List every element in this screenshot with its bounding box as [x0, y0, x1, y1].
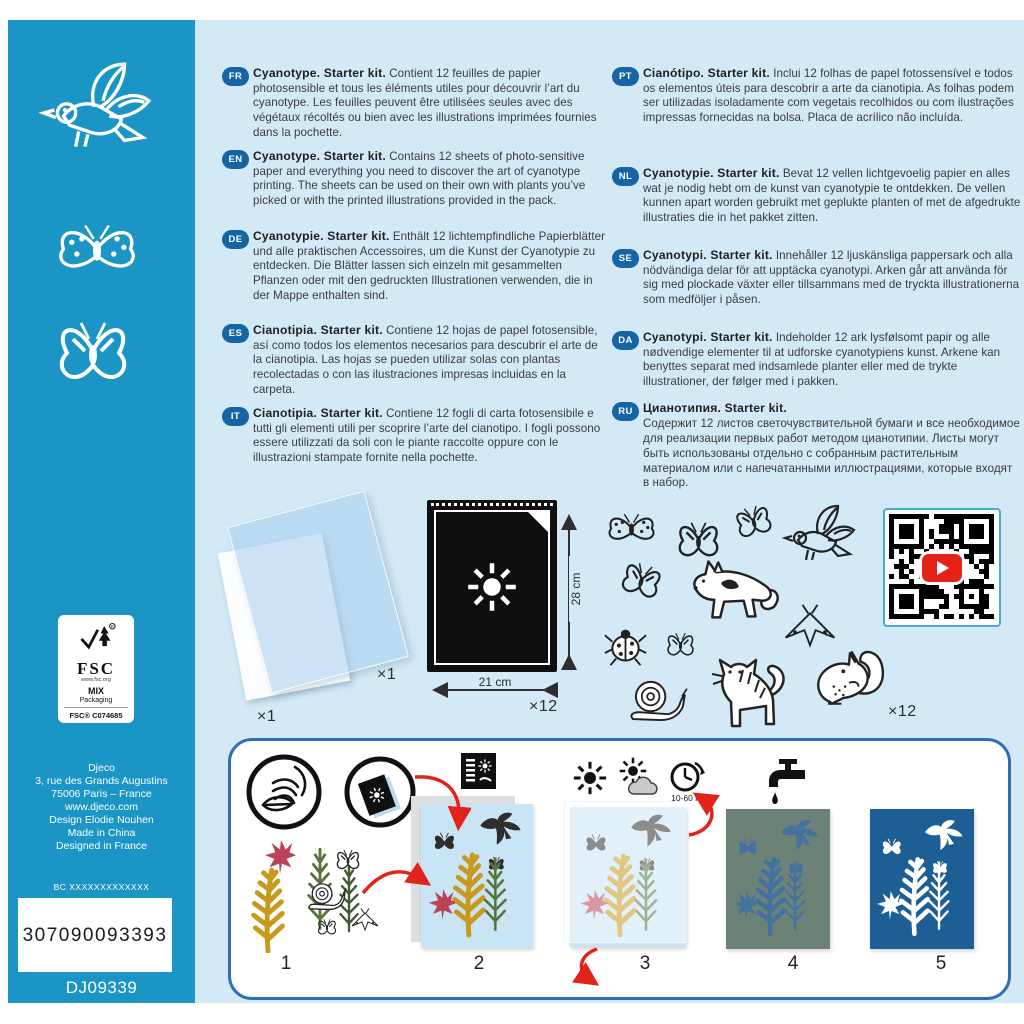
lang-block-es	[222, 323, 609, 398]
publisher-address	[8, 762, 195, 853]
squirrel-sticker	[807, 637, 891, 719]
lang-badge-fr: FR	[222, 67, 249, 86]
lang-text-de: Cyanotypie. Starter kit. Enthält 12 lichtempfindliche Papierblätter und alle praktischen Accessoires, um die Kunst der Cyanotypie zu entdecken. Die Blätter lassen sich einzeln mit gesammelten Pflanzen oder mit den gedruckten Illustrationen verwenden, die in der Mappe enthalten sind.	[253, 229, 606, 302]
lang-badge-ru: RU	[612, 402, 639, 421]
sun-cloud-icon	[617, 757, 663, 799]
instructions-panel	[228, 738, 1011, 1000]
address-line: 75006 Paris – France	[51, 788, 152, 800]
address-line: www.djeco.com	[65, 801, 138, 813]
barcode-box	[18, 898, 172, 972]
open-envelope-icon	[343, 755, 417, 829]
lang-badge-es: ES	[222, 324, 249, 343]
acetate-overlay	[564, 801, 686, 943]
lang-text-es: Cianotipia. Starter kit. Contiene 12 hojas de papel fotosensible, así como todos los elementos necesarios para descubrir el arte de la cianotipia. Las hojas se pueden utilizar solas con plantas recolectadas o con las ilustraciones impresas incluidas en la carpeta.	[253, 323, 598, 396]
lang-block-it	[222, 406, 609, 466]
red-arrow	[409, 769, 471, 831]
address-line: Made in China	[67, 827, 136, 839]
height-dimension-label: 28 cm	[569, 556, 583, 622]
printed-illustrations-cluster	[597, 502, 897, 752]
width-dimension-label: 21 cm	[463, 675, 527, 689]
ladybug-sticker	[603, 623, 648, 668]
sidebar-panel	[8, 20, 195, 1003]
sun-icon	[467, 562, 517, 612]
illustrations-qty: ×12	[888, 703, 917, 720]
red-arrow	[359, 861, 431, 903]
bird-illustration	[33, 52, 155, 174]
lang-block-da	[612, 330, 1021, 390]
address-line: Designed in France	[55, 840, 148, 852]
cat-sticker	[710, 640, 790, 732]
red-flip-arrow	[679, 791, 721, 839]
butterfly-sticker	[728, 498, 780, 547]
youtube-play-icon	[922, 554, 962, 582]
envelope-qty: ×12	[529, 698, 558, 715]
butterfly-illustration	[48, 315, 138, 395]
step-number-4: 4	[787, 953, 799, 974]
composition-step4-rinsing	[726, 809, 830, 949]
item-reference: DJ09339	[65, 978, 138, 997]
fsc-license: FSC® C074685	[64, 707, 128, 720]
folded-corner	[528, 512, 548, 532]
moth-sticker	[612, 554, 670, 610]
lang-block-de	[222, 229, 609, 304]
lang-block-pt	[612, 66, 1021, 126]
butterfly-sticker-small	[315, 917, 339, 939]
composition-step5-final-print	[870, 809, 974, 949]
fsc-tree-check-icon	[76, 621, 116, 655]
lang-badge-pt: PT	[612, 67, 639, 86]
qr-code	[883, 508, 1001, 627]
photosensitive-paper-envelope	[427, 500, 557, 672]
snail-sticker-small	[305, 879, 347, 911]
lang-text-pt: Cianótipo. Starter kit. Inclui 12 folhas de papel fotossensível e todos os elementos úteis para descobrir a arte da cianotipia. As folhas podem ser utilizadas isoladamente com vegetais recolhidos ou com ilustrações impressas fornecidas na bolsa. Placa de acrílico não incluída.	[643, 66, 1014, 125]
step-number-2: 2	[473, 953, 485, 974]
fsc-certification-card	[58, 615, 134, 723]
lang-block-se	[612, 248, 1021, 308]
exposure-time-label: 10-60 min	[671, 793, 709, 803]
fsc-grade: MIX	[87, 686, 104, 696]
moth-illustration	[50, 218, 144, 280]
lang-text-ru: Цианотипия. Starter kit. Содержит 12 листов светочувствительной бумаги и все необходимое для реализации первых работ методом цианотипии. Листы могут быть использованы отдельно с собранным растительным материалом или с напечатанными иллюстрациями, которые входят в набор.	[643, 401, 1020, 490]
fsc-name: FSC	[76, 659, 116, 678]
rinse-tap-icon	[765, 759, 809, 809]
lang-block-ru	[612, 401, 1021, 491]
sun-exposure-icon	[573, 761, 607, 795]
lang-badge-en: EN	[222, 150, 249, 169]
small-butterfly-sticker	[663, 630, 698, 662]
perforation-dots	[431, 503, 553, 506]
address-line: Design Elodie Nouhen	[49, 814, 154, 826]
barcode-caption: BC XXXXXXXXXXXXX	[53, 882, 150, 892]
barcode-number: 307090093393	[22, 925, 168, 946]
lang-text-da: Cyanotypi. Starter kit. Indeholder 12 ark lysfølsomt papir og alle nødvendige elementer til at udforske cyanotypiens kunst. Arkene kan benyttes separat med indsamlede planter eller med de trykte illustrationer, der følger med i pakken.	[643, 330, 1001, 389]
bird-sticker	[778, 502, 858, 574]
lang-text-fr: Cyanotype. Starter kit. Contient 12 feuilles de papier photosensible et tous les éléments utiles pour découvrir l’art du cyanotype. Les feuilles peuvent être utilisées seules avec des végétaux récoltés ou bien avec les illustrations imprimées fournies dans la pochette.	[253, 66, 597, 139]
acetate-qty: ×1	[377, 666, 397, 683]
lang-badge-de: DE	[222, 230, 249, 249]
lang-text-se: Cyanotypi. Starter kit. Innehåller 12 ljuskänsliga pappersark och alla nödvändiga delar för att upptäcka cyanotypi. Arken går att använda för sig med plockade växter eller tillsammans med de tryckta illustrationerna som medföljer i påsen.	[643, 248, 1020, 307]
address-line: Djeco	[88, 762, 115, 774]
fsc-scope: Packaging	[79, 697, 113, 704]
spotted-butterfly-sticker	[603, 510, 660, 547]
lang-text-en: Cyanotype. Starter kit. Contains 12 sheets of photo-sensitive paper and everything you need to discover the art of cyanotype printing. The sheets can be used on their own with plants you’ve picked or with the printed illustrations provided in the pack.	[253, 149, 586, 208]
lang-text-it: Cianotipia. Starter kit. Contiene 12 fogli di carta fotosensibile e tutti gli elementi utili per scoprire l’arte del cianotipo. I fogli possono essere utilizzati da soli con le piante raccolte oppure con le illustrazioni stampate fornite nella pochette.	[253, 406, 601, 465]
lang-badge-nl: NL	[612, 167, 639, 186]
address-line: 3, rue des Grands Augustins	[35, 775, 168, 787]
lang-badge-se: SE	[612, 249, 639, 268]
pick-leaves-icon	[245, 753, 323, 831]
timer-icon	[669, 757, 709, 795]
step-number-1: 1	[280, 953, 292, 974]
lang-block-nl	[612, 166, 1021, 226]
svg-text:R: R	[110, 624, 114, 629]
moth-sticker-small	[349, 907, 381, 932]
fsc-url: www.fsc.org	[81, 677, 111, 683]
step-number-3: 3	[639, 953, 651, 974]
main-panel	[195, 20, 1024, 1003]
red-flip-arrow-small	[569, 945, 603, 987]
lang-text-nl: Cyanotypie. Starter kit. Bevat 12 vellen lichtgevoelig papier en alles wat je nodig hebt om de kunst van cyanotypie te ontdekken. De vellen kunnen apart worden gebruikt met geplukte planten of met de afgedrukte illustraties die in het pakket zitten.	[643, 166, 1021, 225]
snail-sticker	[625, 675, 688, 722]
fox-sticker	[678, 547, 780, 627]
paper-qty: ×1	[257, 708, 277, 725]
lang-badge-da: DA	[612, 331, 639, 350]
lang-block-en	[222, 149, 609, 209]
step-number-5: 5	[935, 953, 947, 974]
lang-block-fr	[222, 66, 609, 141]
lang-badge-it: IT	[222, 407, 249, 426]
